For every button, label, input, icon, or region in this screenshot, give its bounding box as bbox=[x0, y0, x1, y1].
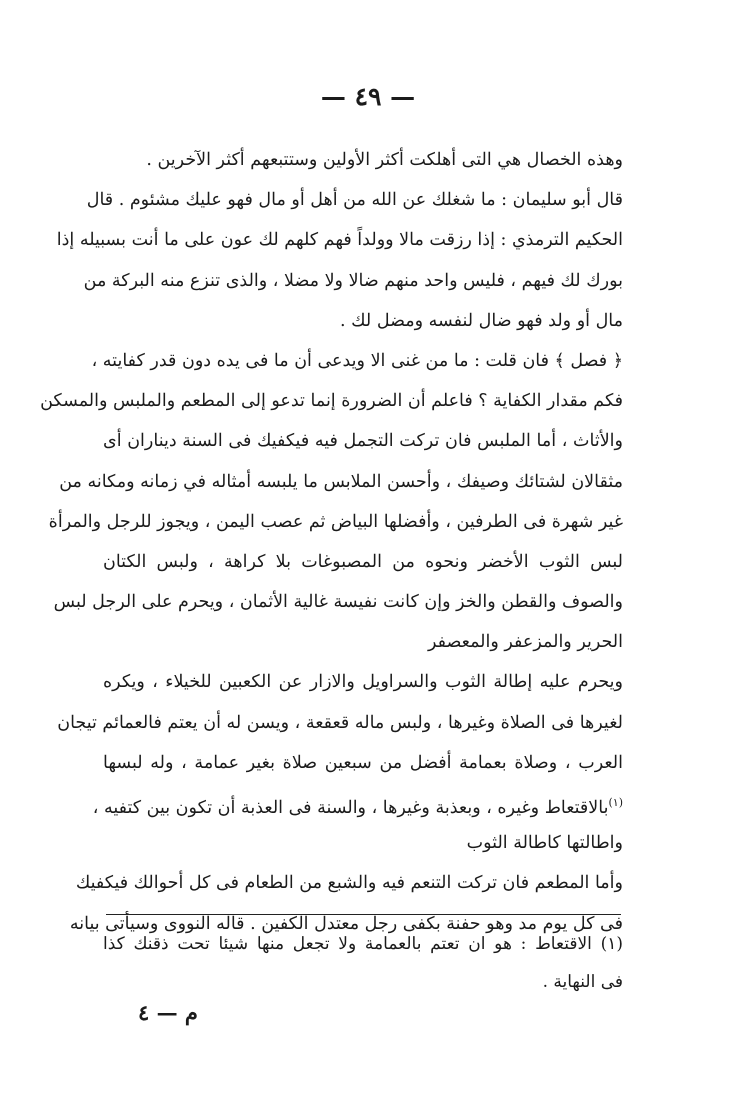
text-line-13: الحرير والمزعفر والمعصفر bbox=[427, 632, 623, 653]
footnote bbox=[103, 925, 623, 1001]
text-line-15: لغيرها فى الصلاة وغيرها ، ولبس ماله قعقعة ، ويسن له أن يعتم فالعمائم تيجان bbox=[57, 712, 623, 733]
footnote-divider bbox=[106, 914, 621, 915]
text-line-3: الحكيم الترمذي : إذا رزقت مالا وولداً فهم كلهم لك عون على ما أنت بسبيله إذا bbox=[56, 230, 623, 251]
text-line-12: والصوف والقطن والخز وإن كانت نفيسة غالية الأثمان ، ويحرم على الرجل لبس bbox=[53, 592, 623, 613]
text-line-17: $^{(١)}$بالاقتعاط وغيره ، وبعذبة وغيرها ، والسنة فى العذبة أن تكون بين كتفيه ، bbox=[92, 796, 623, 818]
text-line-2: قال أبو سليمان : ما شغلك عن الله من أهل أو مال فهو عليك مشئوم . قال bbox=[86, 190, 623, 211]
text-line-7: فكم مقدار الكفاية ؟ فاعلم أن الضرورة إنما تدعو إلى المطعم والملبس والمسكن bbox=[40, 391, 623, 412]
footnote-line-2: فى النهاية . bbox=[542, 972, 623, 992]
text-line-18: واطالتها كاطالة الثوب bbox=[466, 833, 623, 854]
text-line-19: وأما المطعم فان تركت التنعم فيه والشبع من الطعام فى كل أحوالك فيكفيك bbox=[75, 873, 623, 894]
page-number: — ٤٩ — bbox=[320, 82, 416, 111]
text-line-20: فى كل يوم مد وهو حفنة بكفى رجل معتدل الكفين . قاله النووى وسيأتى بيانه bbox=[69, 913, 623, 934]
text-line-6: ﴿ فصل ﴾ فان قلت : ما من غنى الا ويدعى أن ما فى يده دون قدر كفايته ، bbox=[91, 350, 623, 371]
body-text bbox=[40, 140, 623, 944]
text-line-1: وهذه الخصال هي التى أهلكت أكثر الأولين وستتبعهم أكثر الآخرين . bbox=[146, 150, 623, 170]
text-line-16: العرب ، وصلاة بعمامة أفضل من سبعين صلاة بغير عمامة ، وله لبسها bbox=[103, 752, 623, 773]
text-line-5: مال أو ولد فهو ضال لنفسه ومضل لك . bbox=[340, 310, 623, 331]
footnote-line-1: (١) الاقتعاط : هو ان تعتم بالعمامة ولا تجعل منها شيئا تحت ذقنك كذا bbox=[103, 934, 623, 954]
footnote-reference: (١) bbox=[608, 796, 623, 809]
text-line-14: ويحرم عليه إطالة الثوب والسراويل والازار عن الكعبين للخيلاء ، ويكره bbox=[103, 672, 623, 693]
signature-mark: م — ٤ bbox=[138, 1000, 198, 1025]
text-line-11: لبس الثوب الأخضر ونحوه من المصبوغات بلا كراهة ، ولبس الكتان bbox=[103, 551, 623, 572]
text-line-8: والأثاث ، أما الملبس فان تركت التجمل فيه فيكفيك فى السنة ديناران أى bbox=[103, 431, 623, 452]
text-line-10: غير شهرة فى الطرفين ، وأفضلها البياض ثم عصب اليمن ، ويجوز للرجل والمرأة bbox=[48, 511, 623, 532]
text-line-9: مثقالان لشتائك وصيفك ، وأحسن الملابس ما يلبسه أمثاله في زمانه ومكانه من bbox=[59, 471, 623, 492]
text-line-4: بورك لك فيهم ، فليس واحد منهم ضالا ولا مضلا ، والذى تنزع منه البركة من bbox=[83, 270, 623, 291]
